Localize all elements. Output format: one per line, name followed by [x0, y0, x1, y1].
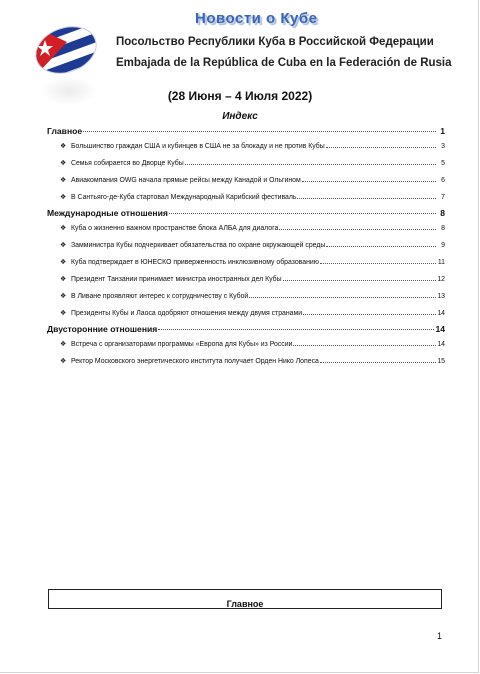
toc-page-number: 15 — [437, 358, 445, 365]
toc-item[interactable] — [47, 288, 445, 305]
toc-page-number: 14 — [435, 324, 445, 334]
toc-item[interactable] — [47, 353, 445, 370]
toc-leader-dots — [293, 344, 436, 346]
diamond-bullet-icon: ❖ — [60, 310, 67, 317]
toc-page-number: 14 — [437, 310, 445, 317]
toc-item[interactable] — [47, 138, 445, 155]
toc-item-title: Большинство граждан США и кубинцев в США не за блокаду и не против Кубы — [71, 143, 325, 150]
toc-item[interactable] — [47, 189, 445, 206]
toc-section-main[interactable] — [47, 124, 445, 138]
toc-leader-dots — [326, 146, 436, 148]
toc-page-number: 6 — [441, 177, 445, 184]
toc-item[interactable] — [47, 336, 445, 353]
toc-page-number: 9 — [441, 242, 445, 249]
toc-leader-dots — [249, 296, 436, 298]
toc-page-number: 8 — [441, 225, 445, 232]
toc-item-title: Замминистра Кубы подчеркивает обязательства по охране окружающей среды — [71, 242, 326, 249]
masthead-title: Новости о Кубе — [195, 10, 318, 27]
toc-section-title: Международные отношения — [47, 208, 168, 218]
toc-page-number: 12 — [437, 276, 445, 283]
diamond-bullet-icon: ❖ — [60, 177, 67, 184]
toc-section-international[interactable] — [47, 206, 445, 220]
toc-page-number: 13 — [437, 293, 445, 300]
toc-leader-dots — [169, 212, 436, 214]
toc-page-number: 11 — [437, 259, 445, 266]
toc-page-number: 14 — [437, 341, 445, 348]
toc-section-title: Главное — [47, 126, 83, 136]
toc-item-title: Авиакомпания OWG начала прямые рейсы между Канадой и Ольгином — [71, 177, 301, 184]
toc-item-title: Президенты Кубы и Лаоса одобряют отношения между двумя странами — [71, 310, 303, 317]
section-heading-box — [48, 589, 442, 609]
toc-leader-dots — [320, 361, 436, 363]
toc-item-title: Президент Танзании принимает министра иностранных дел Кубы — [71, 276, 282, 283]
toc-leader-dots — [326, 245, 436, 247]
toc-leader-dots — [320, 262, 436, 264]
toc-item-title: Куба подтверждает в ЮНЕСКО приверженность инклюзивному образованию — [71, 259, 319, 266]
toc-item[interactable] — [47, 172, 445, 189]
toc-item[interactable] — [47, 220, 445, 237]
toc-item-title: Куба о жизненно важном пространстве блока АЛБА для диалога — [71, 225, 279, 232]
diamond-bullet-icon: ❖ — [60, 160, 67, 167]
diamond-bullet-icon: ❖ — [60, 242, 67, 249]
cuban-flag-icon — [33, 20, 99, 80]
page-number: 1 — [437, 631, 443, 641]
toc-item[interactable] — [47, 254, 445, 271]
toc-item[interactable] — [47, 271, 445, 288]
diamond-bullet-icon: ❖ — [60, 276, 67, 283]
toc-leader-dots — [303, 313, 436, 315]
toc-leader-dots — [185, 163, 436, 165]
toc-leader-dots — [297, 197, 436, 199]
index-title: Индекс — [222, 111, 258, 122]
toc-item-title: В Сантьяго-де-Куба стартовал Международный Карибский фестиваль — [71, 194, 297, 201]
diamond-bullet-icon: ❖ — [60, 143, 67, 150]
diamond-bullet-icon: ❖ — [60, 358, 67, 365]
toc-page-number: 5 — [441, 160, 445, 167]
toc-page-number: 8 — [440, 208, 445, 218]
diamond-bullet-icon: ❖ — [60, 341, 67, 348]
embassy-name-es: Embajada de la República de Cuba en la Federación de Rusia — [116, 57, 452, 69]
toc-item-title: В Ливане проявляют интерес к сотрудничеству с Кубой — [71, 293, 249, 300]
toc-page-number: 7 — [441, 194, 445, 201]
toc-leader-dots — [279, 228, 436, 230]
toc-page-number: 1 — [440, 126, 445, 136]
diamond-bullet-icon: ❖ — [60, 293, 67, 300]
diamond-bullet-icon: ❖ — [60, 194, 67, 201]
diamond-bullet-icon: ❖ — [60, 259, 67, 266]
toc-section-bilateral[interactable] — [47, 322, 445, 336]
table-of-contents — [47, 124, 445, 370]
toc-leader-dots — [302, 180, 436, 182]
section-heading-label: Главное — [226, 599, 264, 609]
toc-section-title: Двусторонние отношения — [47, 324, 158, 334]
toc-item[interactable] — [47, 155, 445, 172]
toc-item-title: Семья собирается во Дворце Кубы — [71, 160, 184, 167]
embassy-name-ru: Посольство Республики Куба в Российской Федерации — [116, 36, 434, 48]
toc-page-number: 3 — [441, 143, 445, 150]
diamond-bullet-icon: ❖ — [60, 225, 67, 232]
toc-leader-dots — [283, 279, 436, 281]
date-range: (28 Июня – 4 Июля 2022) — [167, 89, 313, 103]
toc-item[interactable] — [47, 237, 445, 254]
toc-leader-dots — [83, 130, 436, 132]
toc-item[interactable] — [47, 305, 445, 322]
toc-item-title: Ректор Московского энергетического института получает Орден Нико Лопеса — [71, 358, 319, 365]
toc-item-title: Встреча с организаторами программы «Европа для Кубы» из России — [71, 341, 293, 348]
toc-leader-dots — [158, 328, 434, 330]
